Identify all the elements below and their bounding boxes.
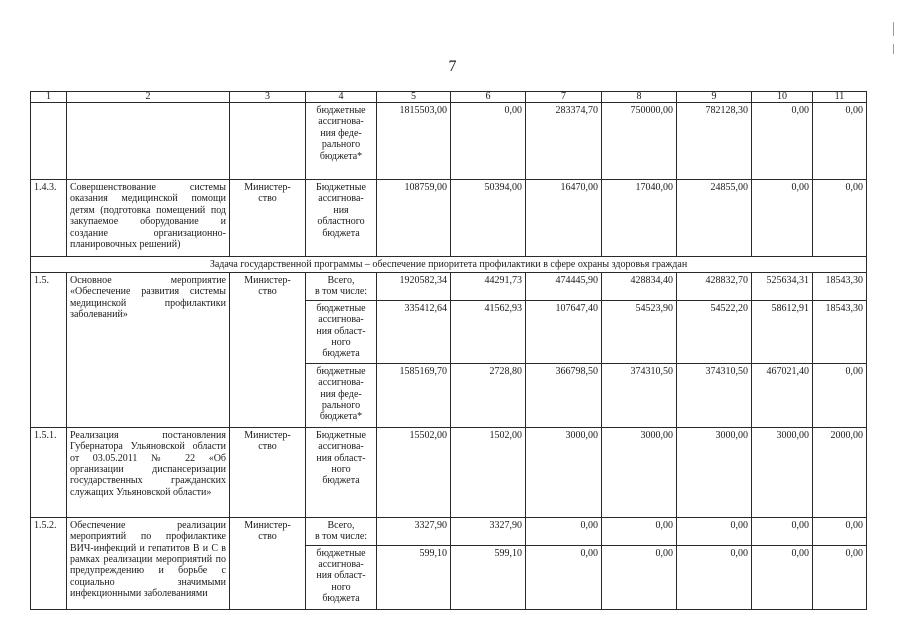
value-cell: 1815503,00 — [377, 103, 451, 180]
header-cell: 3 — [230, 92, 306, 103]
value-cell: 1585169,70 — [377, 363, 451, 427]
value-cell: 428834,40 — [602, 273, 677, 301]
row-number: 1.5.2. — [31, 517, 67, 609]
row-name: Совершенствование системы оказания медицинской помощи детям (подготовка помещений под закупаемое оборудование и создание организационно-планировочных решений) — [67, 180, 230, 257]
row-number — [31, 103, 67, 180]
value-cell: 374310,50 — [602, 363, 677, 427]
header-cell: 6 — [451, 92, 526, 103]
value-cell: 0,00 — [451, 103, 526, 180]
value-cell: 374310,50 — [677, 363, 752, 427]
row-number: 1.5.1. — [31, 427, 67, 517]
row-executor: Министер- ство — [230, 273, 306, 428]
row-source: бюджетные ассигнова- ния феде- рального бюджета* — [306, 363, 377, 427]
table-row — [31, 273, 867, 301]
value-cell: 58612,91 — [752, 300, 813, 363]
row-executor: Министер- ство — [230, 180, 306, 257]
table-row — [31, 427, 867, 517]
value-cell: 0,00 — [602, 517, 677, 545]
value-cell: 1502,00 — [451, 427, 526, 517]
table-row — [31, 517, 867, 545]
value-cell: 366798,50 — [526, 363, 602, 427]
header-cell: 2 — [67, 92, 230, 103]
value-cell: 17040,00 — [602, 180, 677, 257]
scan-mark — [893, 44, 894, 54]
value-cell: 0,00 — [677, 517, 752, 545]
value-cell: 15502,00 — [377, 427, 451, 517]
row-source: бюджетные ассигнова- ния феде- рального бюджета* — [306, 103, 377, 180]
value-cell: 44291,73 — [451, 273, 526, 301]
value-cell: 3000,00 — [602, 427, 677, 517]
value-cell: 2728,80 — [451, 363, 526, 427]
value-cell: 474445,90 — [526, 273, 602, 301]
value-cell: 0,00 — [526, 545, 602, 609]
value-cell: 335412,64 — [377, 300, 451, 363]
value-cell: 18543,30 — [813, 300, 867, 363]
header-cell: 8 — [602, 92, 677, 103]
value-cell: 283374,70 — [526, 103, 602, 180]
value-cell: 599,10 — [377, 545, 451, 609]
value-cell: 3000,00 — [677, 427, 752, 517]
header-cell: 1 — [31, 92, 67, 103]
header-row — [31, 92, 867, 103]
value-cell: 24855,00 — [677, 180, 752, 257]
value-cell: 467021,40 — [752, 363, 813, 427]
row-executor: Министер- ство — [230, 427, 306, 517]
value-cell: 428832,70 — [677, 273, 752, 301]
value-cell: 1920582,34 — [377, 273, 451, 301]
row-executor — [230, 103, 306, 180]
scan-mark — [893, 22, 894, 36]
value-cell: 0,00 — [526, 517, 602, 545]
value-cell: 2000,00 — [813, 427, 867, 517]
value-cell: 50394,00 — [451, 180, 526, 257]
value-cell: 41562,93 — [451, 300, 526, 363]
row-executor: Министер- ство — [230, 517, 306, 609]
task-caption: Задача государственной программы – обеспечение приоритета профилактики в сфере охраны здоровья граждан — [31, 257, 867, 273]
value-cell: 0,00 — [752, 103, 813, 180]
value-cell: 0,00 — [752, 545, 813, 609]
row-source: Всего, в том числе: — [306, 517, 377, 545]
value-cell: 0,00 — [813, 180, 867, 257]
value-cell: 750000,00 — [602, 103, 677, 180]
value-cell: 18543,30 — [813, 273, 867, 301]
value-cell: 3000,00 — [526, 427, 602, 517]
row-name: Реализация постановления Губернатора Ульяновской области от 03.05.2011 № 22 «Об организации диспансеризации государственных гражданских служащих Ульяновской области» — [67, 427, 230, 517]
row-name — [67, 103, 230, 180]
value-cell: 3000,00 — [752, 427, 813, 517]
value-cell: 0,00 — [602, 545, 677, 609]
value-cell: 525634,31 — [752, 273, 813, 301]
row-source: Всего, в том числе: — [306, 273, 377, 301]
value-cell: 3327,90 — [451, 517, 526, 545]
value-cell: 16470,00 — [526, 180, 602, 257]
header-cell: 4 — [306, 92, 377, 103]
header-cell: 7 — [526, 92, 602, 103]
budget-table — [30, 91, 867, 610]
task-row — [31, 257, 867, 273]
table-row — [31, 180, 867, 257]
value-cell: 0,00 — [813, 103, 867, 180]
value-cell: 107647,40 — [526, 300, 602, 363]
table-row — [31, 103, 867, 180]
value-cell: 108759,00 — [377, 180, 451, 257]
page-number: 7 — [448, 58, 457, 75]
row-source: Бюджетные ассигнова- ния областного бюджета — [306, 180, 377, 257]
row-name: Основное мероприятие «Обеспечение развития системы медицинской профилактики заболеваний» — [67, 273, 230, 428]
value-cell: 0,00 — [752, 517, 813, 545]
row-source: Бюджетные ассигнова- ния област- ного бюджета — [306, 427, 377, 517]
value-cell: 54522,20 — [677, 300, 752, 363]
value-cell: 0,00 — [813, 545, 867, 609]
value-cell: 3327,90 — [377, 517, 451, 545]
value-cell: 0,00 — [677, 545, 752, 609]
header-cell: 11 — [813, 92, 867, 103]
value-cell: 0,00 — [752, 180, 813, 257]
header-cell: 5 — [377, 92, 451, 103]
value-cell: 54523,90 — [602, 300, 677, 363]
row-source: бюджетные ассигнова- ния област- ного бюджета — [306, 545, 377, 609]
value-cell: 0,00 — [813, 363, 867, 427]
value-cell: 782128,30 — [677, 103, 752, 180]
row-name: Обеспечение реализации мероприятий по профилактике ВИЧ-инфекций и гепатитов В и С в рамках реализации мероприятий по предупреждению и борьбе с социально значимыми инфекционными заболеваниями — [67, 517, 230, 609]
value-cell: 0,00 — [813, 517, 867, 545]
value-cell: 599,10 — [451, 545, 526, 609]
row-number: 1.5. — [31, 273, 67, 428]
header-cell: 10 — [752, 92, 813, 103]
row-source: бюджетные ассигнова- ния област- ного бюджета — [306, 300, 377, 363]
row-number: 1.4.3. — [31, 180, 67, 257]
header-cell: 9 — [677, 92, 752, 103]
